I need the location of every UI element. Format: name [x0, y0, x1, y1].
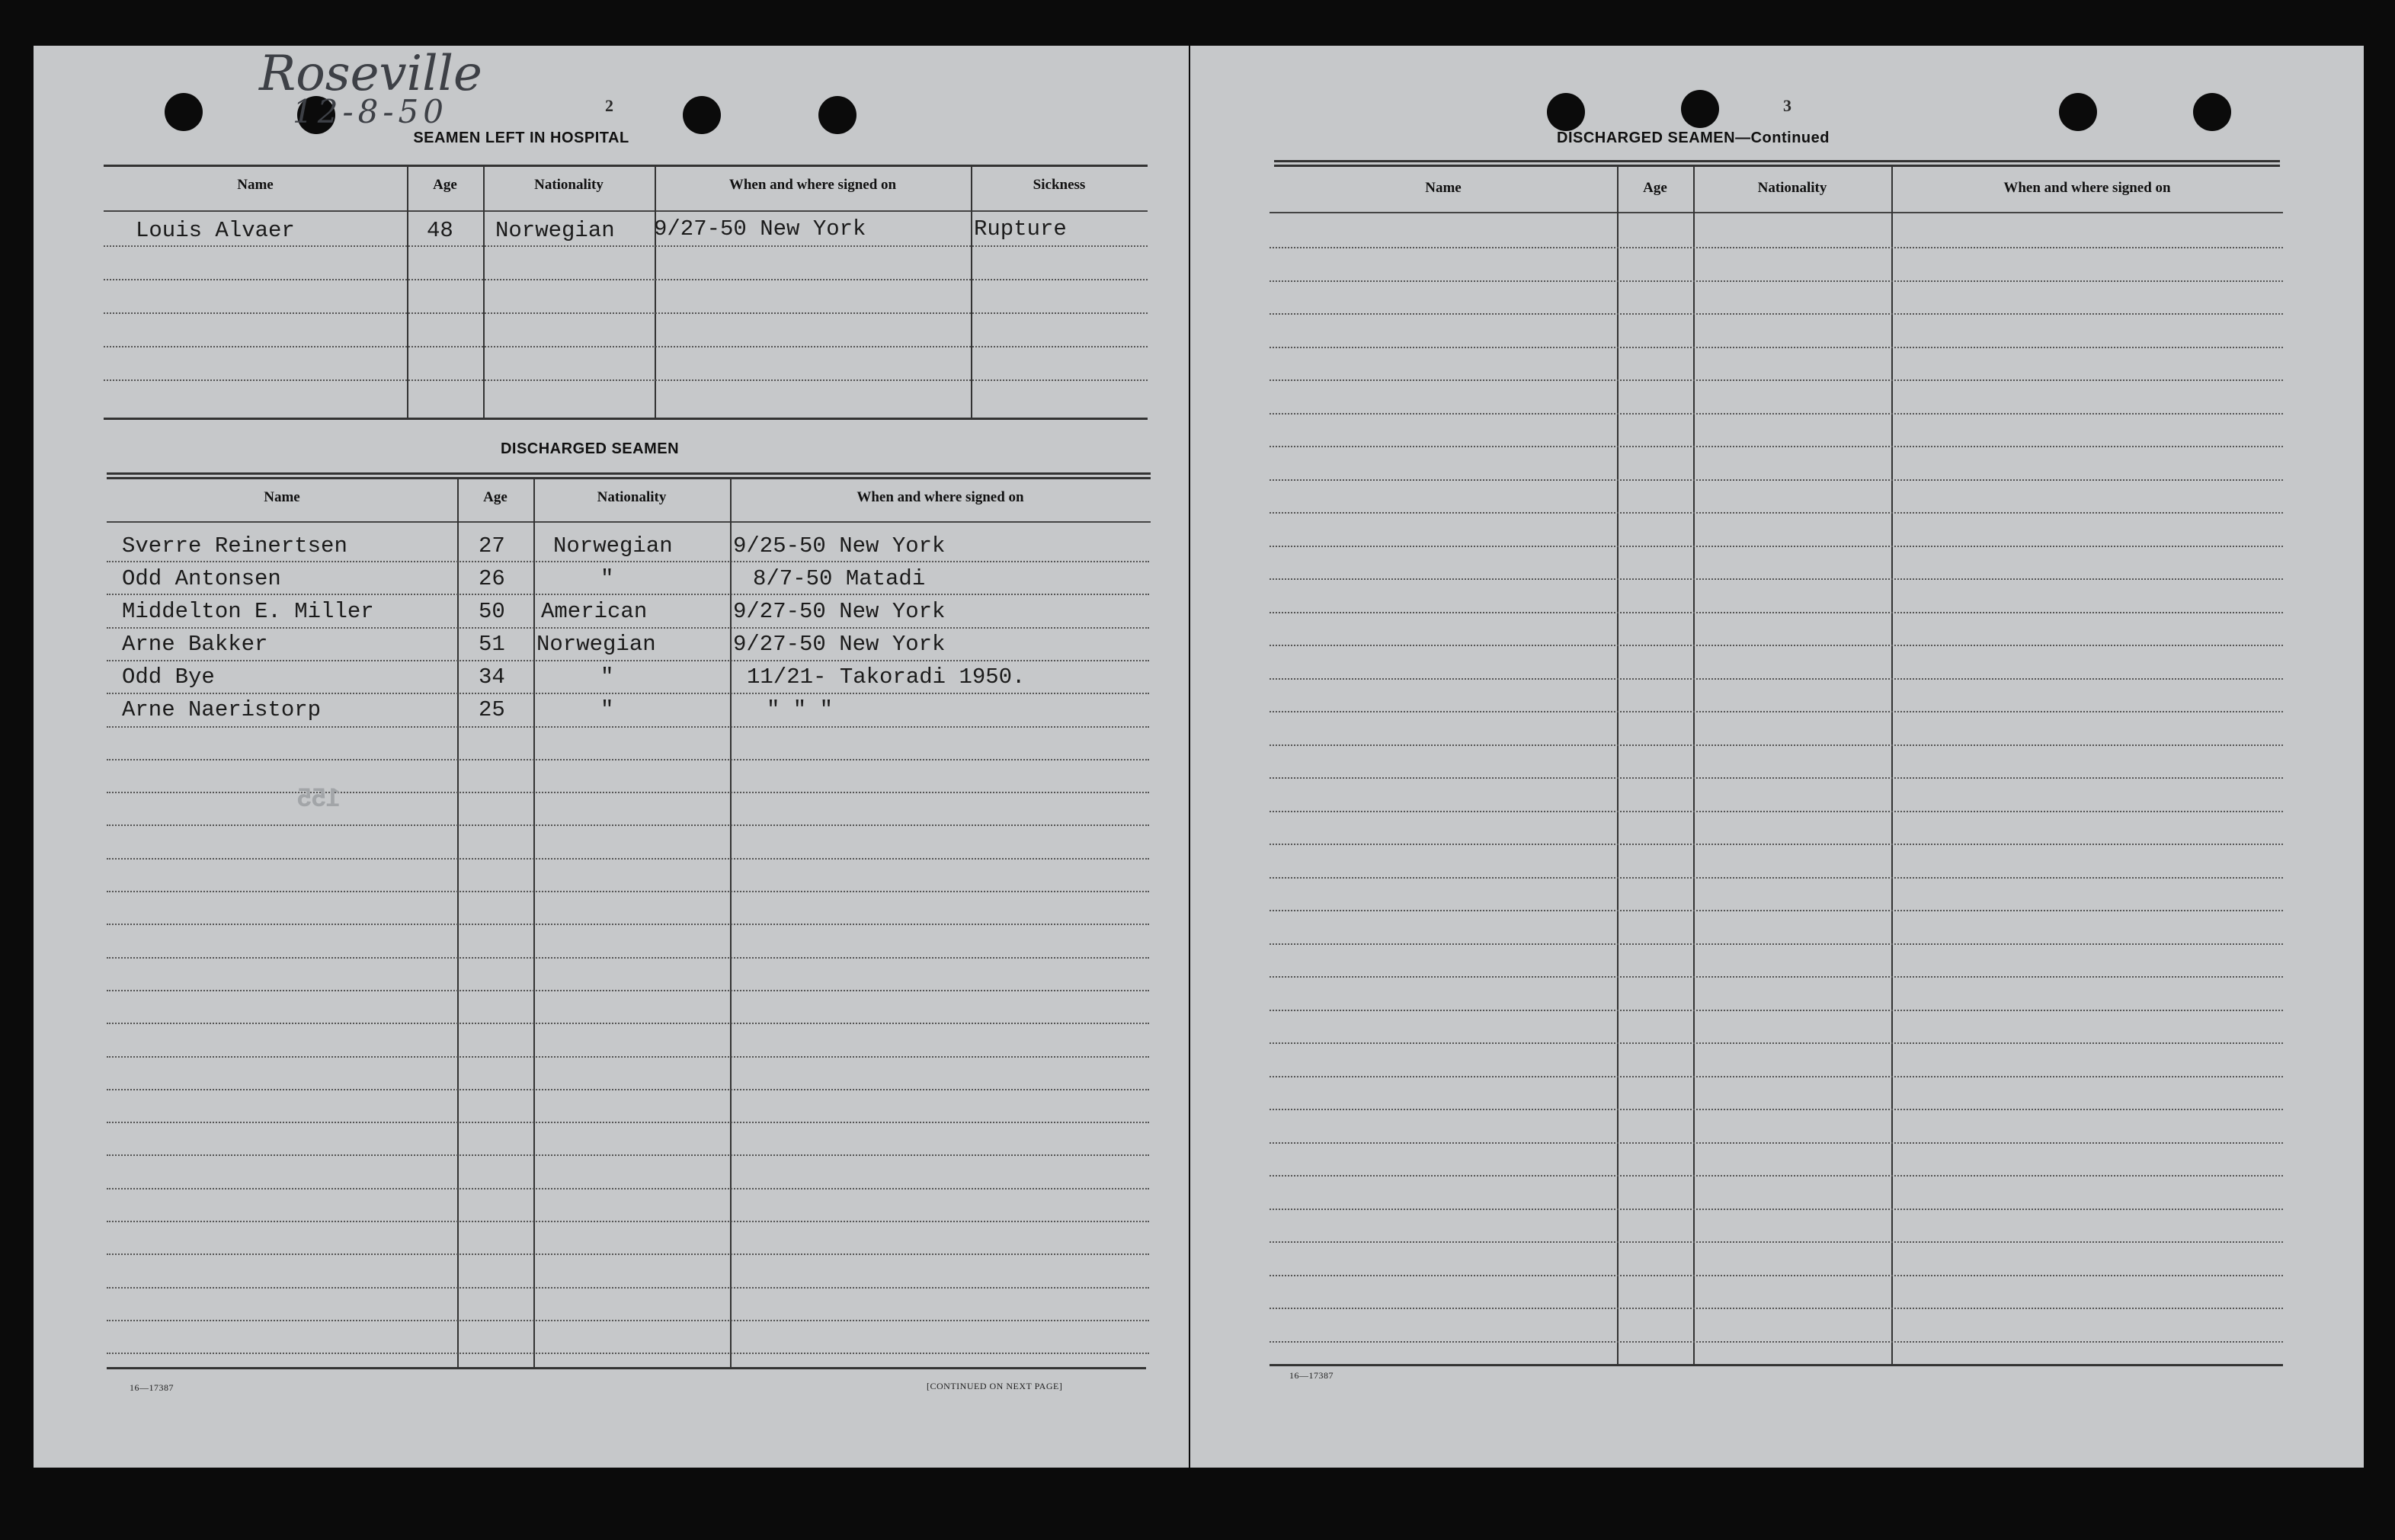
row-rule: [1270, 711, 2283, 712]
table-rule: [1270, 212, 2283, 213]
row-rule: [107, 1353, 1149, 1354]
right-page: [1190, 46, 2364, 1468]
row-rule: [1270, 1076, 2283, 1077]
row-rule: [1270, 612, 2283, 613]
table-rule: [1274, 165, 2280, 167]
col-header-nationality: Nationality: [1757, 180, 1827, 196]
row-rule: [1270, 777, 2283, 779]
col-header-name: Name: [1425, 180, 1462, 196]
row-rule: [1270, 280, 2283, 282]
row-rule: [107, 990, 1149, 991]
column-divider: [1617, 165, 1619, 1364]
row-rule: [1270, 247, 2283, 248]
row-rule: [107, 1253, 1149, 1255]
row-rule: [104, 245, 1148, 247]
cell-age: 25: [479, 697, 505, 722]
row-rule: [1270, 976, 2283, 978]
cell-nationality: Norwegian: [495, 218, 615, 243]
table-rule: [1274, 160, 2280, 162]
table-rule: [1270, 1364, 2283, 1366]
col-header-age: Age: [483, 489, 507, 505]
col-header-name: Name: [264, 489, 300, 505]
cell-age: 27: [479, 533, 505, 559]
row-rule: [104, 379, 1148, 381]
row-rule: [107, 759, 1149, 760]
row-rule: [107, 1023, 1149, 1024]
table-rule: [107, 477, 1151, 479]
row-rule: [1270, 1308, 2283, 1309]
row-rule: [107, 924, 1149, 925]
row-rule: [104, 279, 1148, 280]
row-rule: [107, 726, 1149, 728]
row-rule: [1270, 1275, 2283, 1276]
table-rule: [107, 1367, 1146, 1369]
cell-age: 50: [479, 599, 505, 624]
page-number: 3: [1783, 96, 1791, 115]
cell-name: Odd Antonsen: [122, 566, 281, 591]
row-rule: [107, 594, 1149, 595]
title-main: DISCHARGED SEAMEN: [1557, 130, 1736, 146]
row-rule: [107, 1089, 1149, 1090]
row-rule: [107, 957, 1149, 959]
row-rule: [1270, 313, 2283, 315]
col-header-age: Age: [1643, 180, 1667, 196]
row-rule: [107, 1221, 1149, 1222]
row-rule: [107, 1287, 1149, 1289]
col-header-name: Name: [237, 177, 274, 193]
row-rule: [1270, 1341, 2283, 1343]
column-divider: [1891, 165, 1893, 1364]
cell-age: 34: [479, 664, 505, 690]
table-rule: [104, 165, 1148, 167]
row-rule: [107, 1056, 1149, 1058]
table-rule: [107, 521, 1151, 523]
row-rule: [1270, 546, 2283, 547]
cell-name: Sverre Reinertsen: [122, 533, 347, 559]
row-rule: [1270, 943, 2283, 945]
column-divider: [730, 477, 732, 1367]
cell-sickness: Rupture: [974, 216, 1067, 242]
col-header-sickness: Sickness: [1033, 177, 1086, 193]
punch-hole: [1681, 90, 1719, 128]
row-rule: [107, 858, 1149, 860]
row-rule: [1270, 1010, 2283, 1011]
column-divider: [533, 477, 535, 1367]
row-rule: [1270, 1175, 2283, 1177]
row-rule: [1270, 811, 2283, 812]
row-rule: [107, 561, 1149, 562]
row-rule: [1270, 1042, 2283, 1044]
cell-age: 51: [479, 632, 505, 657]
cell-nationality: ": [600, 664, 614, 690]
table-rule: [104, 210, 1148, 212]
row-rule: [107, 1154, 1149, 1156]
hospital-section-title: SEAMEN LEFT IN HOSPITAL: [413, 130, 629, 146]
cell-name: Arne Naeristorp: [122, 697, 322, 722]
row-rule: [104, 312, 1148, 314]
row-rule: [1270, 479, 2283, 481]
stamp-number: 155: [297, 783, 341, 812]
handwritten-date: 12-8-50: [293, 93, 448, 130]
col-header-signed-on: When and where signed on: [2003, 180, 2171, 196]
punch-hole: [2059, 93, 2097, 131]
col-header-signed-on: When and where signed on: [857, 489, 1024, 505]
punch-hole: [683, 96, 721, 134]
punch-hole: [818, 96, 857, 134]
row-rule: [1270, 1142, 2283, 1144]
title-suffix: —Continued: [1735, 130, 1830, 146]
left-page: [34, 46, 1189, 1468]
cell-signed-on: " " ": [767, 697, 834, 722]
cell-name: Arne Bakker: [122, 632, 268, 657]
table-rule: [104, 418, 1148, 420]
row-rule: [1270, 910, 2283, 911]
row-rule: [107, 1320, 1149, 1321]
row-rule: [1270, 347, 2283, 348]
cell-signed-on: 8/7-50 Matadi: [753, 566, 926, 591]
row-rule: [1270, 1241, 2283, 1243]
row-rule: [107, 1122, 1149, 1123]
continued-note: [CONTINUED ON NEXT PAGE]: [927, 1381, 1063, 1391]
cell-signed-on: 9/27-50 New York: [654, 216, 866, 242]
row-rule: [1270, 645, 2283, 646]
cell-age: 48: [427, 218, 453, 243]
row-rule: [1270, 844, 2283, 845]
column-divider: [457, 477, 459, 1367]
row-rule: [1270, 1109, 2283, 1110]
row-rule: [1270, 379, 2283, 381]
cell-nationality: Norwegian: [536, 632, 656, 657]
punch-hole: [1547, 93, 1585, 131]
page-number: 2: [605, 96, 613, 115]
punch-hole: [2193, 93, 2231, 131]
punch-hole: [165, 93, 203, 131]
row-rule: [1270, 678, 2283, 680]
row-rule: [1270, 413, 2283, 415]
cell-signed-on: 9/25-50 New York: [733, 533, 946, 559]
row-rule: [107, 693, 1149, 694]
handwritten-signature: Roseville: [259, 46, 482, 102]
row-rule: [107, 792, 1149, 793]
cell-nationality: ": [600, 566, 614, 591]
cell-nationality: Norwegian: [553, 533, 673, 559]
col-header-age: Age: [433, 177, 457, 193]
row-rule: [1270, 512, 2283, 514]
col-header-signed-on: When and where signed on: [728, 177, 897, 193]
row-rule: [1270, 1209, 2283, 1210]
col-header-nationality: Nationality: [597, 489, 667, 505]
cell-nationality: ": [600, 697, 614, 722]
row-rule: [107, 1188, 1149, 1189]
row-rule: [107, 891, 1149, 892]
discharged-section-title: DISCHARGED SEAMEN: [500, 440, 680, 457]
cell-signed-on: 9/27-50 New York: [733, 599, 946, 624]
table-rule: [107, 472, 1151, 475]
cell-name: Middelton E. Miller: [122, 599, 374, 624]
form-number: 16—17387: [1289, 1370, 1334, 1381]
column-divider: [1693, 165, 1695, 1364]
discharged-continued-title: [1541, 130, 1846, 147]
row-rule: [1270, 446, 2283, 447]
cell-nationality: American: [541, 599, 648, 624]
cell-name: Odd Bye: [122, 664, 215, 690]
cell-signed-on: 11/21- Takoradi 1950.: [747, 664, 1026, 690]
col-header-nationality: Nationality: [534, 177, 604, 193]
form-number: 16—17387: [130, 1382, 174, 1393]
cell-age: 26: [479, 566, 505, 591]
row-rule: [1270, 744, 2283, 746]
cell-signed-on: 9/27-50 New York: [733, 632, 946, 657]
row-rule: [107, 824, 1149, 826]
row-rule: [107, 660, 1149, 661]
row-rule: [104, 346, 1148, 347]
cell-name: Louis Alvaer: [136, 218, 295, 243]
row-rule: [107, 627, 1149, 629]
row-rule: [1270, 877, 2283, 879]
row-rule: [1270, 578, 2283, 580]
